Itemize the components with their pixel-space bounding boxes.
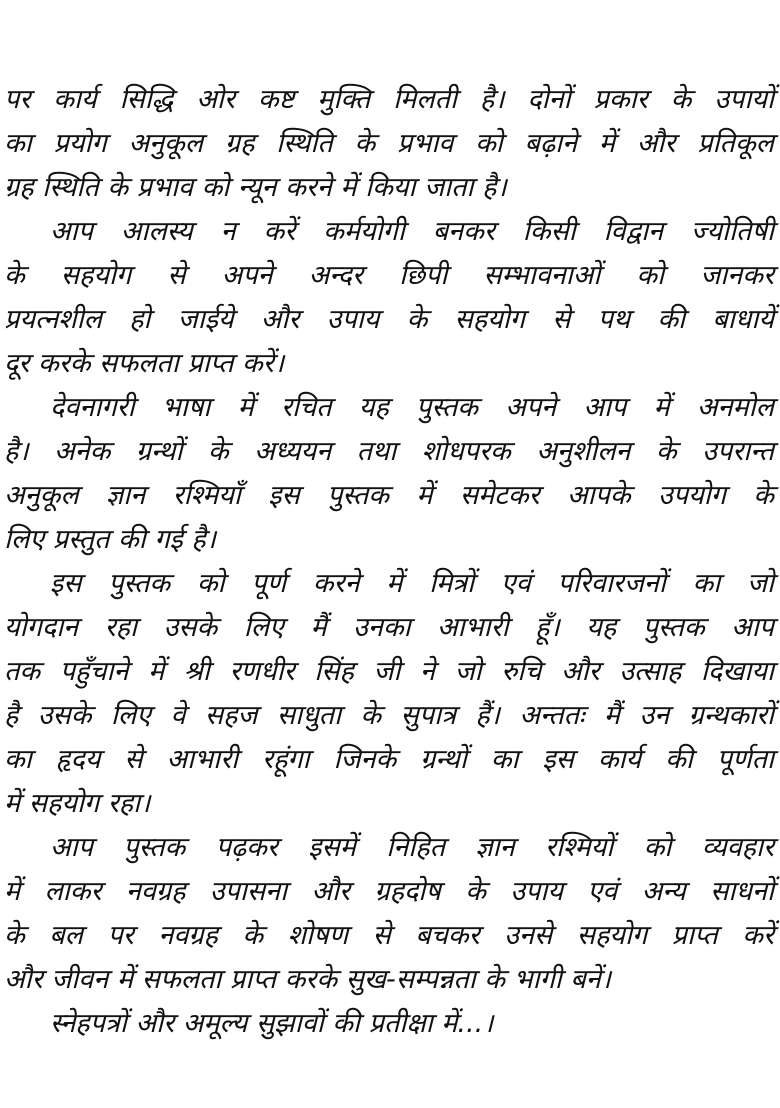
- paragraph-5-line-0: स्नेहपत्रों और अमूल्य सुझावों की प्रतीक्षा में...।: [50, 1008, 494, 1039]
- paragraph-2-line-2: अनुकूल ज्ञान रश्मियाँ इस पुस्तक में समेटकर आपके उपयोग के: [4, 480, 774, 511]
- paragraph-3-line-0: इस पुस्तक को पूर्ण करने में मित्रों एवं परिवारजनों का जो: [50, 568, 774, 599]
- paragraph-1-line-2: प्रयत्नशील हो जाईये और उपाय के सहयोग से पथ की बाधायें: [4, 304, 774, 335]
- paragraph-4-line-2: के बल पर नवग्रह के शोषण से बचकर उनसे सहयोग प्राप्त करें: [4, 920, 774, 951]
- paragraph-4-line-0: आप पुस्तक पढ़कर इसमें निहित ज्ञान रश्मियों को व्यवहार: [50, 832, 774, 863]
- paragraph-2-line-0: देवनागरी भाषा में रचित यह पुस्तक अपने आप में अनमोल: [50, 392, 774, 423]
- paragraph-0-line-1: का प्रयोग अनुकूल ग्रह स्थिति के प्रभाव को बढ़ाने में और प्रतिकूल: [4, 128, 774, 159]
- paragraph-3-line-1: योगदान रहा उसके लिए मैं उनका आभारी हूँ। यह पुस्तक आप: [4, 612, 774, 643]
- paragraph-0-line-2: ग्रह स्थिति के प्रभाव को न्यून करने में किया जाता है।: [4, 172, 507, 203]
- paragraph-1-line-3: दूर करके सफलता प्राप्त करें।: [4, 348, 285, 379]
- paragraph-3-line-5: में सहयोग रहा।: [4, 788, 151, 819]
- paragraph-0-line-0: पर कार्य सिद्धि ओर कष्ट मुक्ति मिलती है। दोनों प्रकार के उपायों: [4, 84, 774, 115]
- paragraph-2-line-3: लिए प्रस्तुत की गई है।: [4, 524, 216, 555]
- paragraph-1-line-0: आप आलस्य न करें कर्मयोगी बनकर किसी विद्वान ज्योतिषी: [50, 216, 774, 247]
- paragraph-2-line-1: है। अनेक ग्रन्थों के अध्ययन तथा शोधपरक अनुशीलन के उपरान्त: [4, 436, 774, 467]
- paragraph-3-line-2: तक पहुँचाने में श्री रणधीर सिंह जी ने जो रुचि और उत्साह दिखाया: [4, 656, 774, 687]
- paragraph-4-line-1: में लाकर नवग्रह उपासना और ग्रहदोष के उपाय एवं अन्य साधनों: [4, 876, 774, 907]
- paragraph-3-line-3: है उसके लिए वे सहज साधुता के सुपात्र हैं। अन्ततः मैं उन ग्रन्थकारों: [4, 700, 774, 731]
- paragraph-3-line-4: का हृदय से आभारी रहूंगा जिनके ग्रन्थों का इस कार्य की पूर्णता: [4, 744, 774, 775]
- paragraph-1-line-1: के सहयोग से अपने अन्दर छिपी सम्भावनाओं को जानकर: [4, 260, 774, 291]
- paragraph-4-line-3: और जीवन में सफलता प्राप्त करके सुख-सम्पन्नता के भागी बनें।: [4, 964, 612, 995]
